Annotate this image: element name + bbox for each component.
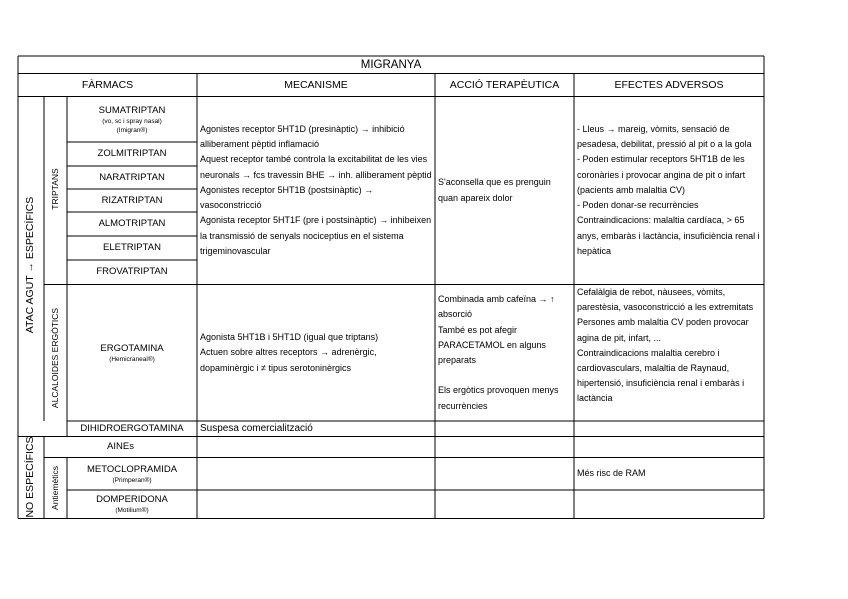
drug-almotriptan: ALMOTRIPTAN	[98, 218, 166, 229]
drug-ergotamine	[67, 285, 197, 421]
drug-ergotamine-brand: (Hemicraneal®)	[109, 355, 155, 363]
drug-zolmitriptan: ZOLMITRIPTAN	[97, 148, 167, 159]
drug-metoclopramide-name: METOCLOPRAMIDA	[86, 463, 178, 475]
drug-domperidone-name: DOMPERIDONA	[96, 494, 168, 505]
drug-metoclopramide-brand: (Primperan®)	[112, 476, 152, 484]
ergot-mechanism: Agonista 5HT1B i 5HT1D (igual que triptans) Actuen sobre altres receptors → adrenèrgic, dopaminèrgic i ≠ tipus serotoninèrgics	[200, 332, 379, 373]
subgroup-ergot-label: ALCALOIDES ERGÒTICS	[50, 307, 60, 409]
drug-sumatriptan-route: (vo, sc i spray nasal)	[102, 117, 162, 125]
header-action: ACCIÓ TERAPÈUTICA	[449, 79, 560, 91]
group-acute-label: ATAC AGUT → ESPECÍFICS	[24, 196, 36, 334]
drug-metoclopramide	[67, 458, 197, 490]
table-title: MIGRANYA	[360, 58, 422, 71]
header-adverse: EFECTES ADVERSOS	[614, 79, 724, 91]
triptans-adverse: - Lleus → mareig, vòmits, sensació de pesadesa, debilitat, pressió al pit o a la gola - Poden estimular receptors 5HT1B de les coronàries i provocar angina de pit o infart (pacients amb malaltia CV) - Poden donar-se recurrències Contraindicacions: malaltia cardíaca, > 65 anys, embaràs i lactància, insuficiència renal i hepàtica	[577, 124, 760, 256]
drug-eletriptan: ELETRIPTAN	[103, 242, 161, 253]
triptans-mechanism: Agonistes receptor 5HT1D (presinàptic) → inhibició alliberament pèptid inflamació Aquest receptor també controla la excitabilitat de les vies neuronals → fcs travessin BHE → inh. alliberament pèptid Agonistes receptor 5HT1B (postsinàptic) → vasoconstricció Agonista receptor 5HT1F (pre i postsinàptic) → inhibeixen la transmissió de senyals nociceptius en el sistema trigeminovascular	[200, 124, 432, 256]
ergot-action: Combinada amb cafeïna → ↑ absorció També es pot afegir PARACETAMOL en alguns preparats Els ergòtics provoquen menys recurrències	[438, 294, 559, 411]
drug-ergotamine-name: ERGOTAMINA	[100, 342, 164, 354]
drug-dihydroergotamine: DIHIDROERGOTAMINA	[80, 422, 184, 434]
drug-naratriptan: NARATRIPTAN	[99, 171, 165, 183]
drug-sumatriptan	[67, 97, 197, 142]
subgroup-antiemetics-label: Antiemètics	[50, 466, 60, 510]
metoclopramide-adverse: Més risc de RAM	[577, 468, 646, 479]
drug-domperidone-brand: (Motilium®)	[115, 507, 149, 514]
drug-frovatriptan: FROVATRIPTAN	[96, 266, 168, 277]
drug-sumatriptan-brand: (Imigran®)	[116, 126, 148, 134]
drug-domperidone	[67, 490, 197, 519]
group-nonspecific-label: NO ESPECÍFICS	[24, 436, 36, 518]
subgroup-triptans-label: TRIPTANS	[50, 168, 60, 210]
header-mechanism: MECANISME	[284, 79, 348, 91]
ergot-adverse: Cefalàlgia de rebot, nàusees, vòmits, parestèsia, vasoconstricció a les extremitats Persones amb malaltia CV poden provocar agina de pit, infart, ... Contraindicacions malaltia cerebro i cardiovasculars, malaltia de Raynaud, hipertensió, insuficiència renal i embaràs i lactància	[577, 287, 754, 404]
header-drugs: FÀRMACS	[81, 79, 134, 91]
triptans-action: S'aconsella que es prenguin quan apareix dolor	[438, 177, 551, 203]
drug-rizatriptan: RIZATRIPTAN	[101, 194, 163, 206]
drug-aines: AINEs	[107, 441, 134, 452]
dhe-mechanism: Suspesa comercialització	[200, 423, 313, 434]
drug-sumatriptan-name: SUMATRIPTAN	[98, 104, 166, 116]
